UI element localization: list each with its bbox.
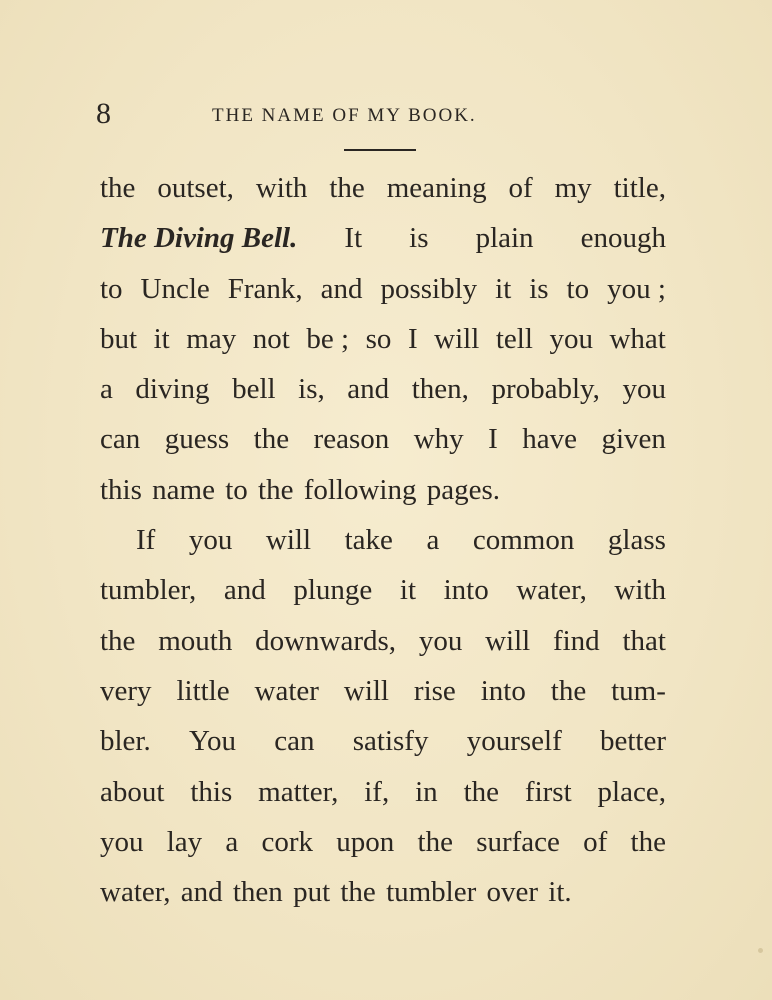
- running-title: THE NAME OF MY BOOK.: [212, 105, 477, 126]
- word: I: [488, 423, 498, 456]
- word: Uncle: [140, 272, 210, 305]
- word: will: [265, 524, 312, 557]
- page-number: 8: [96, 97, 111, 130]
- word: then,: [411, 373, 469, 406]
- word: pages.: [426, 473, 501, 506]
- word: into: [480, 674, 526, 707]
- word: will: [434, 322, 480, 355]
- word: in: [415, 775, 438, 808]
- word: may: [186, 322, 237, 355]
- word: plunge: [293, 574, 373, 607]
- word: mouth: [158, 624, 233, 657]
- word: very: [100, 674, 152, 707]
- word: over: [486, 876, 539, 909]
- word: satisfy: [352, 725, 429, 758]
- book-title-italic: The Diving Bell.: [100, 222, 298, 255]
- word: the: [100, 172, 136, 204]
- text-line: [100, 364, 666, 414]
- word: of: [508, 172, 533, 204]
- word: why: [413, 423, 464, 456]
- text-line: [100, 465, 666, 515]
- word: take: [344, 524, 393, 557]
- word: will: [485, 624, 531, 657]
- word: so: [365, 322, 392, 355]
- word: surface: [476, 825, 560, 858]
- word: then: [232, 876, 283, 909]
- word: a: [426, 524, 440, 557]
- word: can: [274, 725, 315, 758]
- word: this: [190, 775, 233, 808]
- word: to: [100, 272, 123, 305]
- word: is: [529, 272, 549, 305]
- word: bell: [232, 373, 276, 406]
- word: You: [188, 725, 237, 758]
- running-head: [96, 96, 666, 136]
- text-line: [100, 716, 666, 766]
- header-rule: [344, 149, 416, 151]
- text-line: [100, 817, 666, 867]
- word: this: [100, 473, 142, 506]
- body-text: [100, 163, 666, 917]
- word: the: [253, 423, 290, 456]
- word: you: [100, 825, 144, 858]
- word: will: [343, 674, 389, 707]
- word: bler.: [100, 725, 151, 758]
- word: outset,: [157, 172, 234, 204]
- word: is,: [298, 373, 325, 406]
- word: but: [100, 322, 138, 355]
- word: put: [293, 876, 331, 909]
- word: guess: [164, 423, 230, 456]
- word: and: [320, 272, 363, 305]
- word: It: [344, 222, 363, 255]
- word: reason: [313, 423, 390, 456]
- text-line: [100, 666, 666, 716]
- word: cork: [261, 825, 314, 858]
- word: and: [180, 876, 223, 909]
- word: plain: [475, 222, 534, 255]
- text-line: [100, 163, 666, 213]
- word: to: [566, 272, 590, 305]
- text-line: [100, 264, 666, 314]
- word: my: [554, 172, 592, 204]
- word: yourself: [466, 725, 562, 758]
- word: following: [303, 473, 417, 506]
- text-line: [100, 414, 666, 464]
- word: the: [100, 624, 136, 657]
- word: about: [100, 775, 165, 808]
- word: tumbler: [386, 876, 477, 909]
- word: the: [550, 674, 587, 707]
- word: you: [549, 322, 593, 355]
- word: given: [601, 423, 666, 456]
- word: first: [524, 775, 572, 808]
- word: water: [254, 674, 319, 707]
- text-line: [100, 767, 666, 817]
- word: possibly: [380, 272, 478, 305]
- word: diving: [135, 373, 210, 406]
- word: the: [463, 775, 500, 808]
- text-line: [100, 867, 666, 917]
- word: title,: [613, 172, 666, 204]
- word: the: [258, 473, 294, 506]
- word: tell: [495, 322, 533, 355]
- word: lay: [166, 825, 203, 858]
- text-line: [100, 565, 666, 615]
- word: downwards,: [255, 624, 397, 657]
- word: the: [630, 825, 666, 858]
- word: common: [472, 524, 575, 557]
- word: better: [599, 725, 666, 758]
- word: if,: [364, 775, 390, 808]
- paper-speck: [758, 948, 763, 953]
- text-line: [100, 314, 666, 364]
- word: with: [255, 172, 308, 204]
- word: of: [583, 825, 608, 858]
- word: not: [252, 322, 290, 355]
- word: the: [417, 825, 453, 858]
- word: you: [622, 373, 666, 406]
- word: name: [152, 473, 215, 506]
- word: Frank,: [227, 272, 303, 305]
- word: what: [609, 322, 666, 355]
- word: that: [622, 624, 666, 657]
- word: a: [225, 825, 239, 858]
- word: the: [329, 172, 365, 204]
- word: be ;: [306, 322, 350, 355]
- text-line: [100, 515, 666, 565]
- word: it: [153, 322, 170, 355]
- word: tumbler,: [100, 574, 197, 607]
- word: glass: [607, 524, 666, 557]
- word: is: [409, 222, 429, 255]
- word: have: [522, 423, 578, 456]
- word: and: [223, 574, 266, 607]
- word: a: [100, 373, 113, 406]
- word: probably,: [491, 373, 600, 406]
- word: enough: [580, 222, 666, 255]
- word: find: [552, 624, 600, 657]
- word: place,: [597, 775, 666, 808]
- word: with: [614, 574, 666, 607]
- paragraph-1: [100, 163, 666, 515]
- word: into: [443, 574, 489, 607]
- word: it.: [548, 876, 572, 909]
- word: little: [176, 674, 230, 707]
- word: If: [136, 524, 156, 557]
- word: water,: [516, 574, 587, 607]
- word: it: [495, 272, 512, 305]
- word: it: [399, 574, 417, 607]
- word: matter,: [258, 775, 339, 808]
- word: and: [347, 373, 390, 406]
- word: upon: [336, 825, 395, 858]
- word: I: [407, 322, 418, 355]
- text-line: [100, 213, 666, 263]
- word: to: [225, 473, 248, 506]
- word: you: [418, 624, 463, 657]
- word: you: [188, 524, 233, 557]
- word: the: [340, 876, 376, 909]
- word: rise: [413, 674, 456, 707]
- word: meaning: [386, 172, 487, 204]
- word: water,: [100, 876, 171, 909]
- text-line: [100, 616, 666, 666]
- paragraph-2: [100, 515, 666, 917]
- word: you ;: [607, 272, 666, 305]
- word: tum-: [611, 674, 666, 707]
- word: can: [100, 423, 141, 456]
